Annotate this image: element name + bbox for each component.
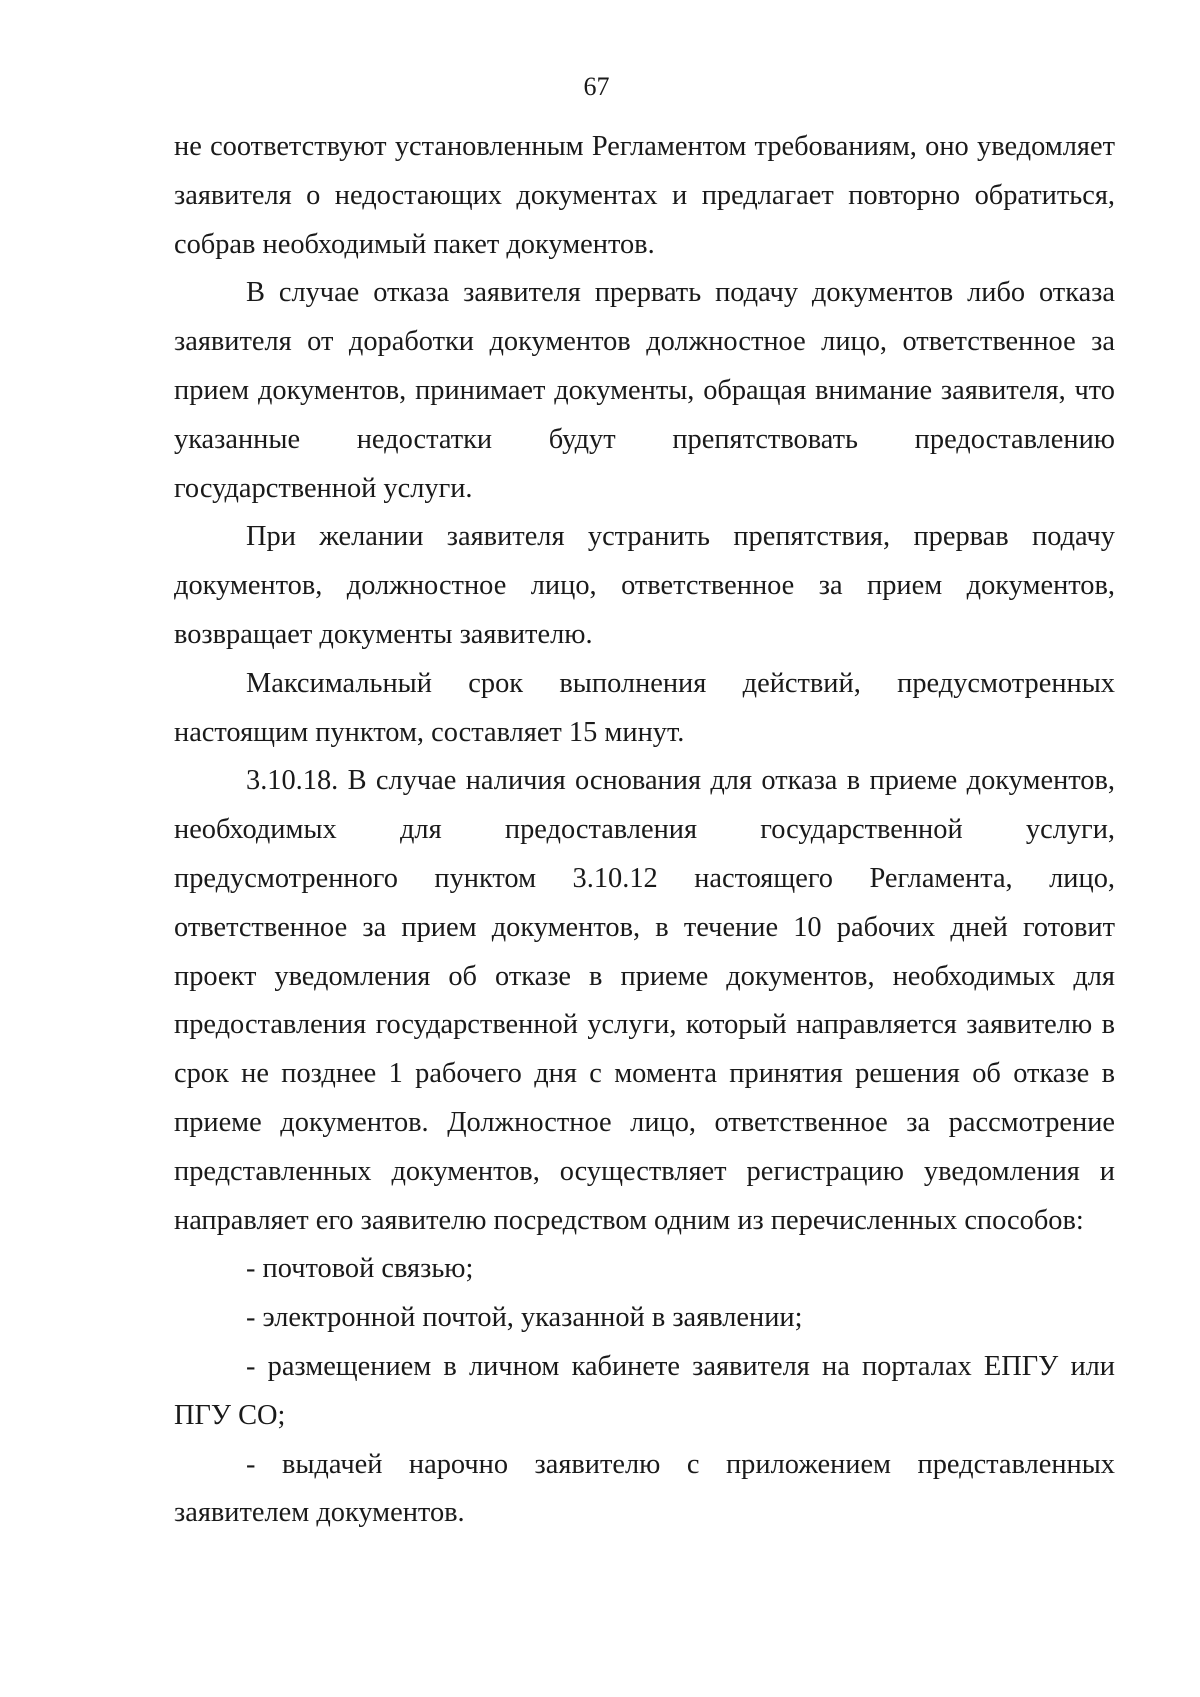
paragraph-continuation: не соответствуют установленным Регламентом требованиям, оно уведомляет заявителя о недостающих документах и предлагает повторно обратиться, собрав необходимый пакет документов. — [174, 131, 1115, 260]
paragraph-eliminate-obstacles: При желании заявителя устранить препятствия, прервав подачу документов, должностное лицо, ответственное за прием документов, возвращает документы заявителю. — [174, 521, 1115, 650]
paragraph-max-time: Максимальный срок выполнения действий, предусмотренных настоящим пунктом, составляет 15 минут. — [174, 667, 1115, 748]
document-body — [174, 123, 1115, 1538]
list-item-portal: - размещением в личном кабинете заявителя на порталах ЕПГУ или ПГУ СО; — [174, 1350, 1115, 1431]
page-number: 67 — [583, 72, 610, 101]
list-item-postal: - почтовой связью; — [246, 1253, 474, 1285]
paragraph-section-3-10-18: 3.10.18. В случае наличия основания для отказа в приеме документов, необходимых для предоставления государственной услуги, предусмотренного пунктом 3.10.12 настоящего Регламента, лицо, ответственное за прием документов, в течение 10 рабочих дней готовит проект уведомления об отказе в приеме документов, необходимых для предоставления государственной услуги, который направляется заявителю в срок не позднее 1 рабочего дня с момента принятия решения об отказе в приеме документов. Должностное лицо, ответственное за рассмотрение представленных документов, осуществляет регистрацию уведомления и направляет его заявителю посредством одним из перечисленных способов: — [174, 765, 1115, 1236]
list-item-email: - электронной почтой, указанной в заявлении; — [246, 1302, 803, 1334]
paragraph-refusal-to-interrupt: В случае отказа заявителя прервать подачу документов либо отказа заявителя от доработки документов должностное лицо, ответственное за прием документов, принимает документы, обращая внимание заявителя, что указанные недостатки будут препятствовать предоставлению государственной услуги. — [174, 277, 1115, 504]
list-item-in-person: - выдачей нарочно заявителю с приложением представленных заявителем документов. — [174, 1448, 1115, 1529]
